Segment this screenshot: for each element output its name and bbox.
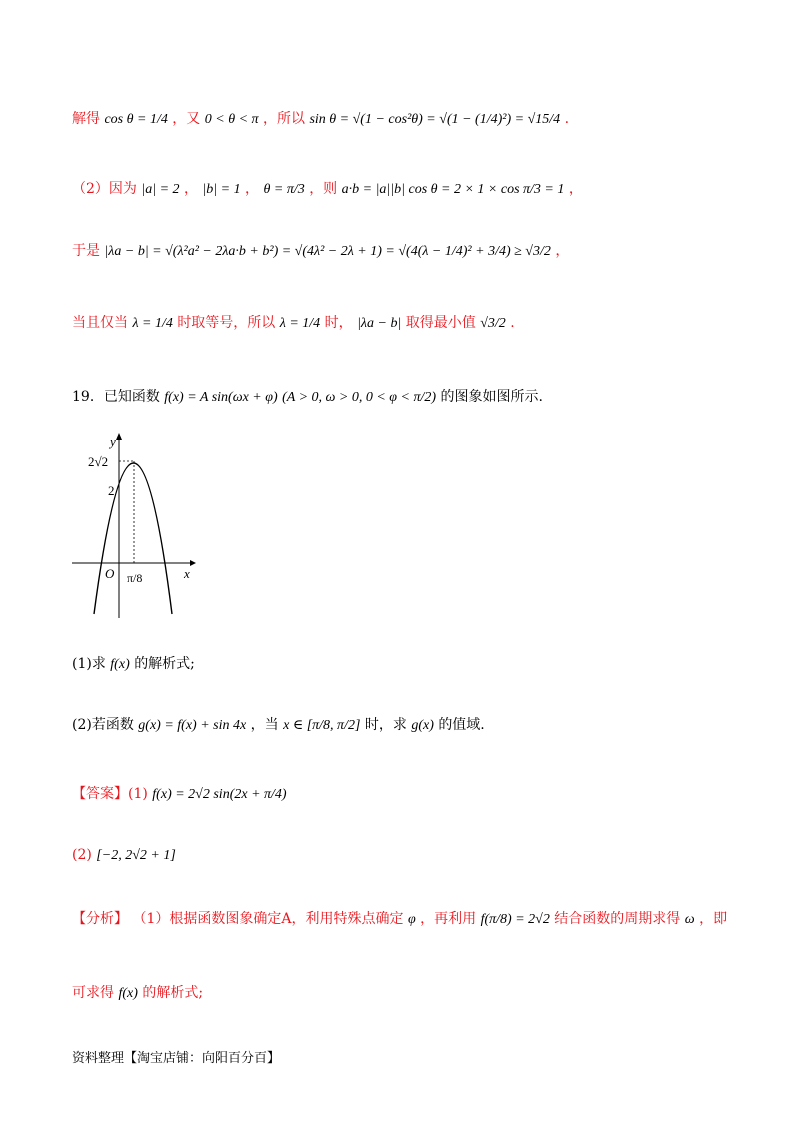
text: 当且仅当 <box>72 315 128 331</box>
theta-range-expr: 0 < θ < π <box>204 112 259 127</box>
sin-theta-expr: sin θ = √(1 − cos²θ) = √(1 − (1/4)²) = √15/4 <box>309 112 561 127</box>
x-axis-arrow <box>190 560 196 566</box>
text: ，即 <box>699 911 728 927</box>
omega-symbol: ω <box>684 912 695 927</box>
text: 取得最小值 <box>405 315 476 331</box>
magnitude-expr: |λa − b| = √(λ²a² − 2λa·b + b²) = √(4λ² − 2λ + 1) = √(4(λ − 1/4)² + 3/4) ≥ √3/2 <box>104 244 551 259</box>
sine-curve <box>94 463 172 614</box>
text: （1）根据函数图象确定A，利用特殊点确定 <box>132 911 404 927</box>
text: (1)求 <box>72 656 106 672</box>
g-definition: g(x) = f(x) + sin 4x <box>138 718 247 733</box>
function-graph <box>72 432 202 622</box>
text: ， <box>555 243 570 259</box>
sub-question-1 <box>72 655 195 674</box>
text: 结合函数的周期求得 <box>554 911 681 927</box>
answer-2 <box>72 846 176 865</box>
text: 的解析式; <box>134 656 195 672</box>
text: ， <box>245 181 260 197</box>
dot-product-expr: a·b = |a||b| cos θ = 2 × 1 × cos π/3 = 1 <box>341 182 565 197</box>
footer-source: 资料整理【淘宝店铺：向阳百分百】 <box>72 1051 281 1066</box>
special-point-cond: f(π/8) = 2√2 <box>480 912 550 927</box>
solution-line-1 <box>72 110 569 129</box>
text: (2)若函数 <box>72 717 134 733</box>
question-19 <box>72 388 543 407</box>
g-of-x: g(x) <box>411 718 434 733</box>
text: . <box>510 315 515 331</box>
x-tick: π/8 <box>127 571 143 585</box>
analysis-label: 【分析】 <box>72 911 128 927</box>
f-of-x: f(x) <box>110 657 130 672</box>
text: ，则 <box>309 181 338 197</box>
text: 的解析式; <box>142 985 204 1001</box>
analysis-line-1 <box>72 910 727 929</box>
answer-1 <box>72 785 287 804</box>
parameter-conditions: (A > 0, ω > 0, 0 < φ < π/2) <box>282 390 437 405</box>
phi-symbol: φ <box>407 912 416 927</box>
x-domain: x ∈ [π/8, π/2] <box>283 718 361 733</box>
y-tick-2: 2 <box>108 483 115 498</box>
answer-label-2: (2) <box>72 847 92 863</box>
theta-expr: θ = π/3 <box>263 182 305 197</box>
x-label: x <box>184 566 190 581</box>
text: 时，求 <box>364 717 407 733</box>
mag-b-expr: |b| = 1 <box>202 182 241 197</box>
text: 解得 <box>72 111 100 127</box>
f-of-x-2: f(x) <box>118 986 138 1001</box>
sub-question-2 <box>72 716 485 735</box>
text: 的值域. <box>438 717 485 733</box>
mag-a-expr: |a| = 2 <box>141 182 180 197</box>
answer-2-expr: [−2, 2√2 + 1] <box>96 848 176 863</box>
text: 于是 <box>72 243 100 259</box>
answer-label: 【答案】(1) <box>72 786 148 802</box>
answer-1-expr: f(x) = 2√2 sin(2x + π/4) <box>152 787 287 802</box>
part2-line-1 <box>72 180 583 199</box>
y-label: y <box>110 434 116 449</box>
text: ，又 <box>172 111 201 127</box>
text: ，所以 <box>263 111 305 127</box>
text: 时， <box>324 315 353 331</box>
function-expr: f(x) = A sin(ωx + φ) <box>164 390 278 405</box>
text: . <box>564 111 570 127</box>
part2-line-2 <box>72 242 569 261</box>
text: ，当 <box>250 717 279 733</box>
cos-theta-expr: cos θ = 1/4 <box>104 112 168 127</box>
lambda-cond: λ = 1/4 <box>132 316 173 331</box>
text: 时取等号，所以 <box>177 315 276 331</box>
text: ， <box>568 181 583 197</box>
y-tick-max: 2√2 <box>88 454 109 469</box>
min-value: √3/2 <box>480 316 506 331</box>
question-number: 19．已知函数 <box>72 389 160 405</box>
lambda-cond-2: λ = 1/4 <box>279 316 321 331</box>
part2-line-3 <box>72 314 515 333</box>
text: （2）因为 <box>72 181 137 197</box>
analysis-line-2 <box>72 984 203 1003</box>
y-axis-arrow <box>116 433 122 440</box>
text: ， <box>183 181 198 197</box>
text: 可求得 <box>72 985 114 1001</box>
text: ，再利用 <box>420 911 477 927</box>
magnitude-expr-2: |λa − b| <box>357 316 402 331</box>
text: 的图象如图所示. <box>440 389 543 405</box>
origin-label: O <box>105 566 115 581</box>
